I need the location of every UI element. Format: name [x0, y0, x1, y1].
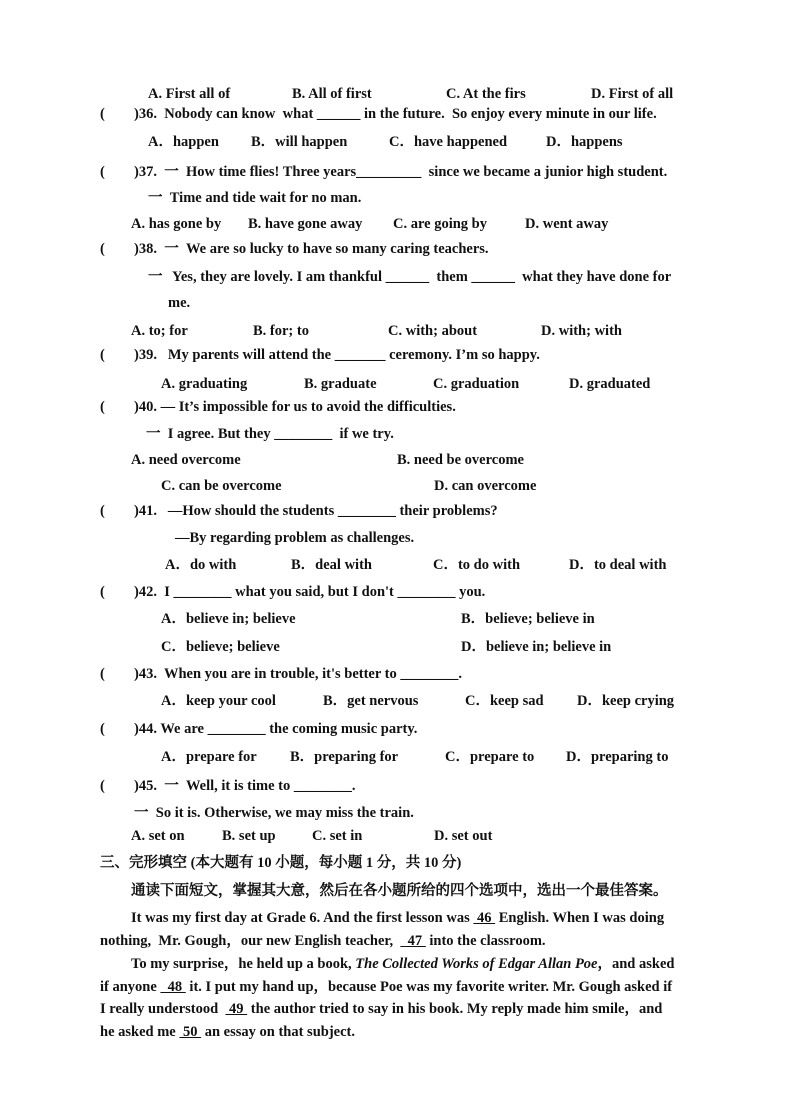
q40-option-a: A. need overcome: [131, 452, 241, 468]
blank: _________: [356, 164, 422, 180]
question-38-reply: Yes, they are lovely. I am thankful ______ them ______ what they have done for: [172, 269, 672, 285]
q39-option-a: A. graduating: [161, 376, 248, 392]
q38-option-a: A. to; for: [131, 323, 188, 339]
answer-paren: (: [100, 584, 105, 600]
q45-option-b: B. set up: [222, 828, 276, 844]
blank: ________: [173, 584, 232, 600]
q42-option-c: C．believe; believe: [161, 639, 280, 655]
question-43-stem: )43. When you are in trouble, it's better to ________.: [134, 666, 462, 682]
q39-option-b: B. graduate: [304, 376, 377, 392]
question-39-stem: )39. My parents will attend the _______ ceremony. I’m so happy.: [134, 347, 540, 363]
q44-option-b: B．preparing for: [290, 749, 399, 765]
question-40-stem: )40. — It’s impossible for us to avoid the difficulties.: [134, 399, 456, 415]
passage-line: I really understood 49 the author tried to say in his book. My reply made him smile，and: [100, 1001, 663, 1017]
q35-option-b: B. All of first: [292, 86, 372, 102]
passage-line: It was my first day at Grade 6. And the first lesson was 46 English. When I was doing: [131, 910, 665, 926]
blank-50: 50: [179, 1024, 202, 1040]
question-42-stem: )42. I ________ what you said, but I don't ________ you.: [134, 584, 486, 600]
q36-option-a: A．happen: [148, 134, 219, 150]
blank: ________: [337, 503, 396, 519]
q35-option-a: A. First all of: [148, 86, 231, 102]
blank: ________: [397, 584, 456, 600]
q43-option-a: A．keep your cool: [161, 693, 276, 709]
q39-option-c: C. graduation: [433, 376, 520, 392]
question-45-stem: )45. 一 Well, it is time to ________.: [134, 778, 356, 794]
q37-option-c: C. are going by: [393, 216, 487, 232]
question-38-stem: )38. 一 We are so lucky to have so many caring teachers.: [134, 241, 489, 257]
passage-line: if anyone 48 it. I put my hand up，because Poe was my favorite writer. Mr. Gough asked if: [100, 979, 673, 995]
q35-option-d: D. First of all: [591, 86, 674, 102]
section-3-instruction: 通读下面短文，掌握其大意，然后在各小题所给的四个选项中，选出一个最佳答案。: [131, 883, 668, 899]
question-36-stem: )36. Nobody can know what ______ in the future. So enjoy every minute in our life.: [134, 106, 657, 122]
answer-paren: (: [100, 778, 105, 794]
q44-option-c: C．prepare to: [445, 749, 535, 765]
q42-option-d: D．believe in; believe in: [461, 639, 612, 655]
q43-option-c: C．keep sad: [465, 693, 544, 709]
answer-paren: (: [100, 666, 105, 682]
q41-option-b: B．deal with: [291, 557, 372, 573]
q45-option-a: A. set on: [131, 828, 185, 844]
q38-option-d: D. with; with: [541, 323, 622, 339]
q40-option-d: D. can overcome: [434, 478, 537, 494]
blank-47: 47: [400, 933, 426, 949]
blank-49: 49: [225, 1001, 248, 1017]
blank: _______: [334, 347, 386, 363]
blank: ______: [471, 269, 515, 285]
q39-option-d: D. graduated: [569, 376, 651, 392]
q36-option-d: D．happens: [546, 134, 623, 150]
q43-option-d: D．keep crying: [577, 693, 675, 709]
q37-option-a: A. has gone by: [131, 216, 222, 232]
question-45-reply: 一 So it is. Otherwise, we may miss the train.: [134, 805, 414, 821]
q41-option-c: C．to do with: [433, 557, 521, 573]
blank: ________: [400, 666, 459, 682]
q38-option-b: B. for; to: [253, 323, 309, 339]
blank: ________: [207, 721, 266, 737]
q43-option-b: B．get nervous: [323, 693, 419, 709]
q45-option-d: D. set out: [434, 828, 493, 844]
question-37-reply: 一 Time and tide wait for no man.: [148, 190, 362, 206]
q41-option-a: A．do with: [165, 557, 237, 573]
q36-option-c: C．have happened: [389, 134, 508, 150]
blank: ________.: [293, 778, 356, 794]
question-38-reply-cont: me.: [168, 295, 191, 311]
passage-line: he asked me 50 an essay on that subject.: [100, 1024, 355, 1040]
question-44-stem: )44. We are ________ the coming music party.: [134, 721, 418, 737]
book-title: The Collected Works of Edgar Allan Poe: [355, 956, 598, 972]
q40-option-b: B. need be overcome: [397, 452, 524, 468]
blank: ______: [385, 269, 430, 285]
q36-option-b: B．will happen: [251, 134, 348, 150]
answer-paren: (: [100, 347, 105, 363]
answer-paren: (: [100, 503, 105, 519]
blank-46: 46: [473, 910, 496, 926]
question-41-reply: —By regarding problem as challenges.: [175, 530, 415, 546]
q42-option-a: A．believe in; believe: [161, 611, 296, 627]
q44-option-a: A．prepare for: [161, 749, 257, 765]
passage-line: To my surprise，he held up a book, The Collected Works of Edgar Allan Poe，and asked: [131, 956, 675, 972]
question-37-stem: )37. 一 How time flies! Three years_________ since we became a junior high student.: [134, 164, 668, 180]
q45-option-c: C. set in: [312, 828, 363, 844]
question-40-reply: 一 I agree. But they ________ if we try.: [146, 426, 394, 442]
answer-paren: (: [100, 241, 105, 257]
blank-48: 48: [160, 979, 186, 995]
question-38-reply-dash: 一: [148, 269, 163, 285]
blank: ________: [274, 426, 333, 442]
answer-paren: (: [100, 399, 105, 415]
blank: ______: [316, 106, 361, 122]
q35-option-c: C. At the firs: [446, 86, 526, 102]
q41-option-d: D．to deal with: [569, 557, 667, 573]
question-41-stem: )41. —How should the students ________ their problems?: [134, 503, 498, 519]
q38-option-c: C. with; about: [388, 323, 478, 339]
answer-paren: (: [100, 721, 105, 737]
q44-option-d: D．preparing to: [566, 749, 669, 765]
q37-option-d: D. went away: [525, 216, 609, 232]
passage-line: nothing, Mr. Gough，our new English teacher, 47 into the classroom.: [100, 933, 546, 949]
q37-option-b: B. have gone away: [248, 216, 363, 232]
section-3-heading: 三、完形填空 (本大题有 10 小题，每小题 1 分，共 10 分): [100, 855, 462, 871]
q42-option-b: B．believe; believe in: [461, 611, 595, 627]
answer-paren: (: [100, 106, 105, 122]
answer-paren: (: [100, 164, 105, 180]
q40-option-c: C. can be overcome: [161, 478, 282, 494]
